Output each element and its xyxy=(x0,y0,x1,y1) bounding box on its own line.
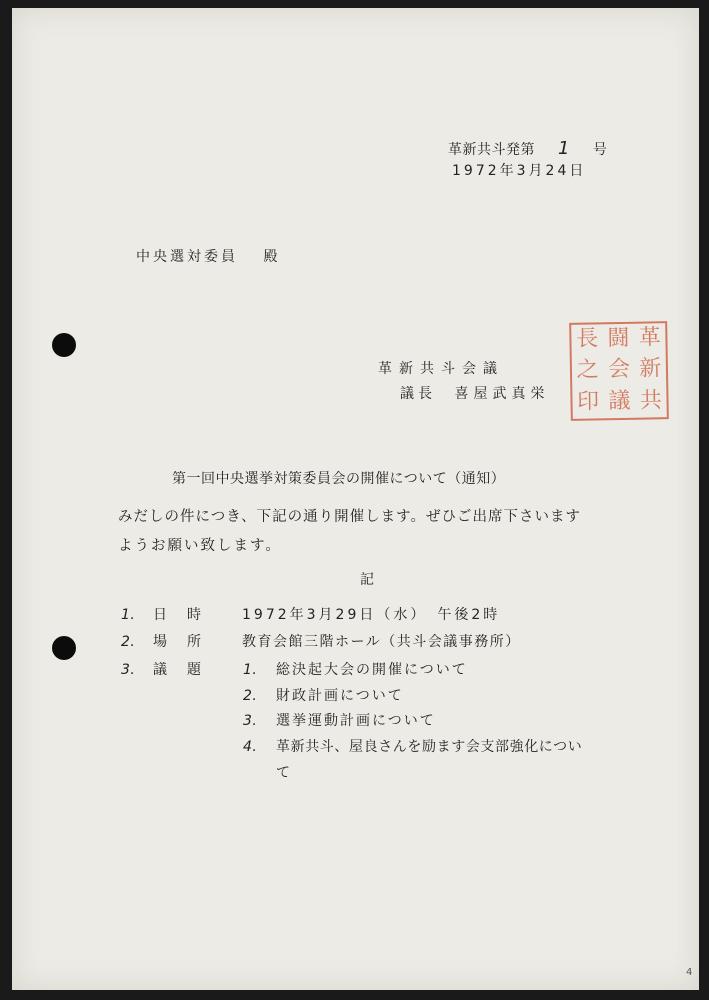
agenda-item: 財政計画について xyxy=(276,688,404,704)
agenda-number: 2. xyxy=(243,688,258,704)
agenda-number: 4. xyxy=(243,739,258,755)
item-value: 教育会館三階ホール（共斗会議事務所） xyxy=(242,634,521,650)
seal-char: 長 xyxy=(575,326,599,352)
recipient xyxy=(136,250,280,264)
body-line-2: ようお願い致します。 xyxy=(118,538,282,554)
item-value: 1972年3月29日（水） 午後2時 xyxy=(242,607,501,623)
agenda-item-continuation: て xyxy=(276,765,291,781)
item-label: 日 時 xyxy=(153,607,204,623)
agenda-item: 革新共斗、屋良さんを励ます会支部強化につい xyxy=(276,739,583,755)
sender-position: 議長 xyxy=(400,386,436,402)
recipient-title: 中央選対委員 xyxy=(136,249,238,265)
seal-char: 共 xyxy=(639,387,663,414)
agenda-item: 選挙運動計画について xyxy=(276,713,436,729)
seal-char: 闘 xyxy=(607,325,630,352)
item-number: 1. xyxy=(121,607,136,623)
doc-number-prefix: 革新共斗発第 xyxy=(448,142,535,158)
agenda-number: 1. xyxy=(243,662,258,678)
punch-hole-top xyxy=(52,333,76,357)
ki-marker: 記 xyxy=(360,572,375,588)
subject-heading: 第一回中央選挙対策委員会の開催について（通知） xyxy=(172,471,506,487)
recipient-honorific: 殿 xyxy=(263,249,281,265)
seal-char: 新 xyxy=(639,356,662,382)
page-number: 4 xyxy=(686,967,693,978)
official-seal xyxy=(569,321,669,421)
doc-date: 1972年3月24日 xyxy=(452,163,587,179)
seal-char: 印 xyxy=(576,389,600,415)
seal-char: 議 xyxy=(608,388,631,414)
item-label: 場 所 xyxy=(153,634,204,650)
sender-line xyxy=(400,387,549,401)
seal-char: 之 xyxy=(576,357,599,384)
body-line-1: みだしの件につき、下記の通り開催します。ぜひご出席下さいます xyxy=(118,509,581,525)
sender-organization: 革新共斗会議 xyxy=(378,361,504,377)
agenda-item: 総決起大会の開催について xyxy=(276,662,468,678)
seal-char: 革 xyxy=(638,325,661,351)
item-number: 3. xyxy=(121,662,136,678)
sender-name: 喜屋武真栄 xyxy=(454,386,550,402)
doc-number-suffix: 号 xyxy=(592,142,608,158)
punch-hole-bottom xyxy=(52,636,76,660)
item-label: 議 題 xyxy=(153,662,204,678)
doc-number xyxy=(448,140,607,158)
seal-char: 会 xyxy=(607,357,631,383)
agenda-number: 3. xyxy=(243,713,258,729)
item-number: 2. xyxy=(121,634,136,650)
doc-number-value: 1 xyxy=(557,138,570,159)
